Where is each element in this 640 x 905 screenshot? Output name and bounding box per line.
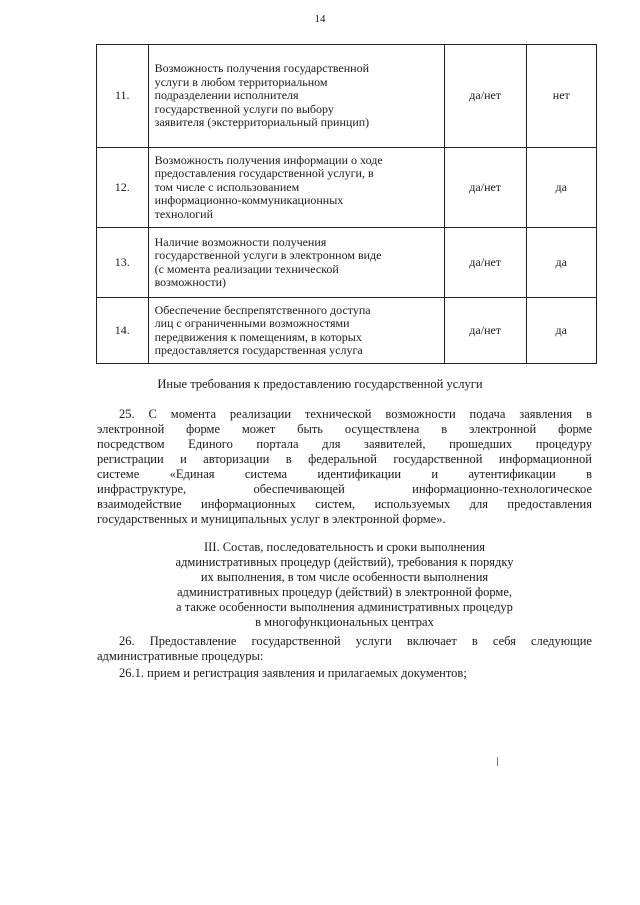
paragraph-line: системе «Единая система идентификации и аутентификации в xyxy=(97,467,592,481)
description-line: предоставления государственной услуги, в xyxy=(154,166,374,181)
table-row xyxy=(97,228,597,298)
heading-line: административных процедур (действий) в электронной форме, xyxy=(176,585,513,599)
paragraph-line: регистрации и авторизации в федеральной государственной информационной xyxy=(97,452,592,466)
paragraph-line: 25. С момента реализации технической возможности подача заявления в xyxy=(119,407,592,421)
paragraph-line: электронной форме может быть осуществлена в электронной форме xyxy=(97,422,592,436)
description-line: передвижения к помещениям, в которых xyxy=(154,329,362,344)
description-line: Возможность получения государственной xyxy=(154,61,370,76)
description-line: лиц с ограниченными возможностями xyxy=(154,316,350,330)
paragraph-26-1 xyxy=(97,666,592,681)
row-value-options: да/нет xyxy=(444,148,526,228)
row-description xyxy=(148,45,444,148)
description-line: заявителя (экстерриториальный принцип) xyxy=(154,115,370,130)
row-value: нет xyxy=(526,45,596,148)
paragraph-line: государственных и муниципальных услуг в электронной форме». xyxy=(97,512,446,526)
description-line: услуги в любом территориальном xyxy=(154,74,328,89)
row-value: да xyxy=(526,228,596,298)
heading-line: III. Состав, последовательность и сроки выполнения xyxy=(204,540,485,554)
table-row xyxy=(97,298,597,364)
paragraph-line: 26. Предоставление государственной услуги включает в себя следующие xyxy=(119,634,592,648)
description-line: предоставляется государственная услуга xyxy=(154,343,363,357)
heading-line: а также особенности выполнения административных процедур xyxy=(176,600,513,614)
row-value-options: да/нет xyxy=(444,228,526,298)
row-number: 11. xyxy=(97,45,149,148)
table-row xyxy=(97,148,597,228)
row-value: да xyxy=(526,298,596,364)
section-heading-iii xyxy=(97,540,592,630)
description-line: Обеспечение беспрепятственного доступа xyxy=(154,302,371,317)
heading-line: административных процедур (действий), требования к порядку xyxy=(175,555,514,569)
row-number: 13. xyxy=(97,228,149,298)
paragraph-26-1-text: 26.1. прием и регистрация заявления и прилагаемых документов; xyxy=(119,666,467,680)
requirements-table xyxy=(96,44,597,364)
section-subtitle: Иные требования к предоставлению государственной услуги xyxy=(157,377,483,391)
description-line: государственной услуги в электронном виде xyxy=(154,248,382,262)
description-line: информационно-коммуникационных xyxy=(154,193,344,208)
description-line: технологий xyxy=(154,206,214,221)
row-description xyxy=(148,148,444,228)
row-description xyxy=(148,228,444,298)
table-row xyxy=(97,45,597,148)
paragraph-line: административные процедуры: xyxy=(97,649,264,663)
row-value-options: да/нет xyxy=(444,298,526,364)
description-line: государственной услуги по выбору xyxy=(154,101,334,116)
row-number: 12. xyxy=(97,148,149,228)
paragraph-26 xyxy=(97,634,592,664)
description-line: Возможность получения информации о ходе xyxy=(154,152,383,167)
description-line: Наличие возможности получения xyxy=(154,234,327,249)
scan-mark xyxy=(497,757,498,766)
paragraph-25 xyxy=(97,407,592,527)
row-value: да xyxy=(526,148,596,228)
paragraph-line: инфраструктуре, обеспечивающей информационно-технологическое xyxy=(97,482,592,496)
description-line: подразделении исполнителя xyxy=(154,88,299,103)
description-line: возможности) xyxy=(154,275,227,289)
row-number: 14. xyxy=(97,298,149,364)
page-number: 14 xyxy=(314,13,326,25)
heading-line: в многофункциональных центрах xyxy=(255,615,434,629)
description-line: (с момента реализации технической xyxy=(154,261,339,276)
heading-line: их выполнения, в том числе особенности выполнения xyxy=(200,570,489,584)
row-value-options: да/нет xyxy=(444,45,526,148)
paragraph-line: посредством Единого портала для заявителей, прошедших процедуру xyxy=(97,437,592,451)
description-line: том числе с использованием xyxy=(154,179,300,194)
row-description xyxy=(148,298,444,364)
paragraph-line: взаимодействие информационных систем, используемых для предоставления xyxy=(97,497,592,511)
